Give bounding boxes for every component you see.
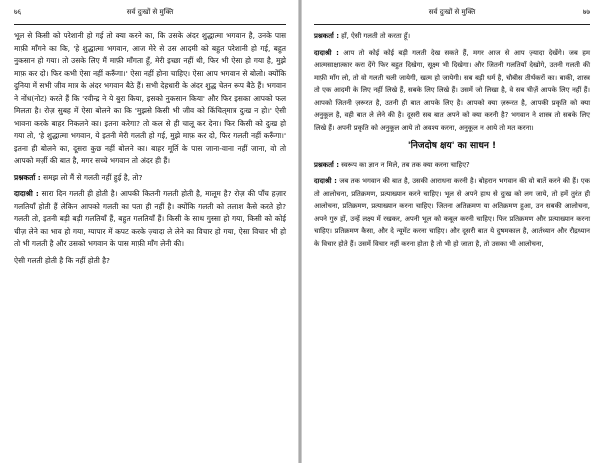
left-header-rule: [14, 24, 286, 25]
right-qa-question-1: [314, 30, 590, 43]
section-heading: 'निजदोष क्षय' का साधन !: [407, 141, 497, 151]
left-answer-text: सारा दिन गलती ही होती है। आपकी कितनी गलती होती है, मालूम है? रोज़ की पाँच हज़ार गलतियाँ होती हैं लेकिन आपको गलती का पता ही नहीं है। क्योंकि गलती को तलाश कैसे करते हो? गलती तो, इतनी बड़ी बड़ी गलतियाँ हैं, बहुत गलतियाँ हैं। किसी के साथ गुस्सा हो गया, किसी को कोई चीज़ लेने का भाव हो गया, ग्यापार में कपट करके ज़्यादा ले लेने का विचार हो गया, ऐसा विचार भी हो तो भी गलती है और उसको भगवान के पास माफ़ी माँग लेनी की।: [14, 189, 286, 248]
questioner-label: प्रश्नकर्ता :: [314, 160, 339, 169]
dadashri-label: दादाश्री :: [314, 177, 337, 185]
left-page-title: सर्व दुःखों से मुक्ति: [126, 8, 174, 16]
left-qa-question: [14, 172, 286, 185]
left-paragraph-1: भूल से किसी को परेशानी हो गई तो क्या करने का, कि उसके अंदर शुद्धात्मा भगवान है, उनके पास माफ़ी माँगने का कि, 'हे शुद्धात्मा भगवान, आज मेरे से उस आदमी को बहुत परेशानी हो गई, बहुत नुकसान हो गया। तो उसके लिए मैं माफ़ी माँगता हूँ, मेरी इच्छा नहीं थी, फिर भी ऐसा हो गया है, मुझे माफ़ कर दो। फिर कभी ऐसा नहीं करूँगा।' ऐसा नहीं होना चाहिए। ऐसा आप भगवान से बोलो। क्योंकि दुनिया में सभी जीव मात्र के अंदर भगवान बैठे हैं। सभी देहधारी के अंदर शुद्ध चेतन रूप बैठे हैं। भगवान ने नोंध(नोट) करते हैं कि 'रवीन्द्र ने ये बुरा किया, इसको नुकसान किया' और फिर इसका आपको फल मिलता है। रोज़ सुबह में ऐसा बोलने का कि 'मुझसे किसी भी जीव को किंचित्‌मात्र दुःख न हो।' ऐसी भावना करके बाहर निकलने का। इतना करेगा? तो कल से ही चालू कर देना। फिर किसी को दुःख हो गया तो, 'हे शुद्धात्मा भगवान, ये इतनी मेरी गलती हो गई, मुझे माफ़ कर दो, फिर गलती नहीं करूँगा।' इतना ही बोलने का, दूसरा कुछ नहीं बोलने का। बाहर मूर्ति के पास जाना-वाना नहीं जाना, वो तो आपको मर्ज़ी की बात है, मगर सच्चे भगवान तो अंदर ही हैं।: [14, 31, 286, 165]
left-question-text: समझ लो मैं से गलती नहीं हुई है, तो?: [43, 172, 143, 182]
right-answer-1-text: आप तो कोई कोई बड़ी गलती देख सकते हैं, मगर आज से आप ज़्यादा देखेंगे। जब हम आत्मसाक्षात्कार करा देंगे फिर बहुत दिखेगा, सूक्ष्म भी दिखेगा। और जितनी गलतियाँ देखोगे, उतनी गलती की माफ़ी माँग लो, तो वो गलती चली जायेगी, खत्म हो जायेगी। सब बड़ी धर्म है, चौबीस तीर्थंकरों का। बाकी, शास्त्र तो एक आदमी के लिए नहीं लिखे हैं, सबके लिए लिखे हैं। उसमें जो लिखा है, वे सब चीज़ें आपके लिए नहीं हैं। आपको जितनी ज़रूरत है, उतनी ही बात आपके लिए है। आपको क्या ज़रूरत है, आपकी प्रकृति को क्या अनुकूल है, वही बात ले लेने की है। दूसरी सब बात अपने को क्या करनी है? भगवान ने शास्त्र तो सबके लिए लिखे हैं। अपनी प्रकृति को अनुकूल आये तो अवश्य करना, अनुकूल न आये तो मत करना।: [314, 48, 590, 132]
dadashri-label: दादाश्री :: [314, 48, 339, 57]
right-page: [304, 0, 600, 463]
right-answer-2-text: जब तक भगवान की बात है, उसकी आराधना करनी है। बोहरान भगवान की वो बातें करने की हैं। एक तो आलोचना, प्रतिक्रमण, प्रत्याख्यान करने चाहिए। भूल से अपने हाथ से दुःख को लग जाये, तो हमें तुरंत ही आलोचना, प्रतिक्रमण, प्रत्याख्यान करना चाहिए। जितना अतिक्रमण या अतिक्रमण हुआ, उन सबकी आलोचना, अपने गुरु हों, उन्हें लक्ष्य में रखकर, अपनी भूल को कबूल करनी चाहिए। फिर प्रतिक्रमण और प्रत्याख्यान करना चाहिए। प्रतिक्रमण कैसा, और दे न्यूमेंट करना चाहिए। और दूसरी बात ये दुषमकाल है, आर्तध्यान और रौद्रध्यान के विचार होते हैं। उसमें विचार नहीं करना होता है तो भी हो जाता है, तो उसका भी आलोचना,: [314, 177, 590, 248]
right-question-2-text: स्वरूप का ज्ञान न मिले, तब तक क्या करना चाहिए?: [341, 160, 470, 169]
questioner-label: प्रश्नकर्ता :: [314, 32, 339, 40]
right-qa-answer-1: [314, 47, 590, 135]
left-paragraph-last: ऐसी गलती होती है कि नहीं होती है?: [14, 255, 110, 265]
right-page-body: [314, 30, 590, 250]
left-page-header: [14, 0, 286, 24]
right-qa-answer-2: [314, 175, 590, 250]
left-qa-answer: [14, 188, 286, 251]
right-qa-question-2: [314, 159, 590, 172]
left-page-number: ७६: [14, 8, 22, 16]
right-page-number: ७७: [582, 8, 590, 16]
dadashri-label: दादाश्री :: [14, 189, 39, 198]
book-gutter: [298, 0, 302, 463]
left-page-body: [14, 30, 286, 267]
questioner-label: प्रश्नकर्ता :: [14, 172, 41, 182]
right-page-title: सर्व दुःखों से मुक्ति: [428, 8, 476, 16]
right-header-rule: [314, 24, 590, 25]
right-question-1-text: हाँ, ऐसी गलती तो करता हूँ।: [341, 32, 411, 40]
left-page: [0, 0, 296, 463]
right-page-header: [314, 0, 590, 24]
